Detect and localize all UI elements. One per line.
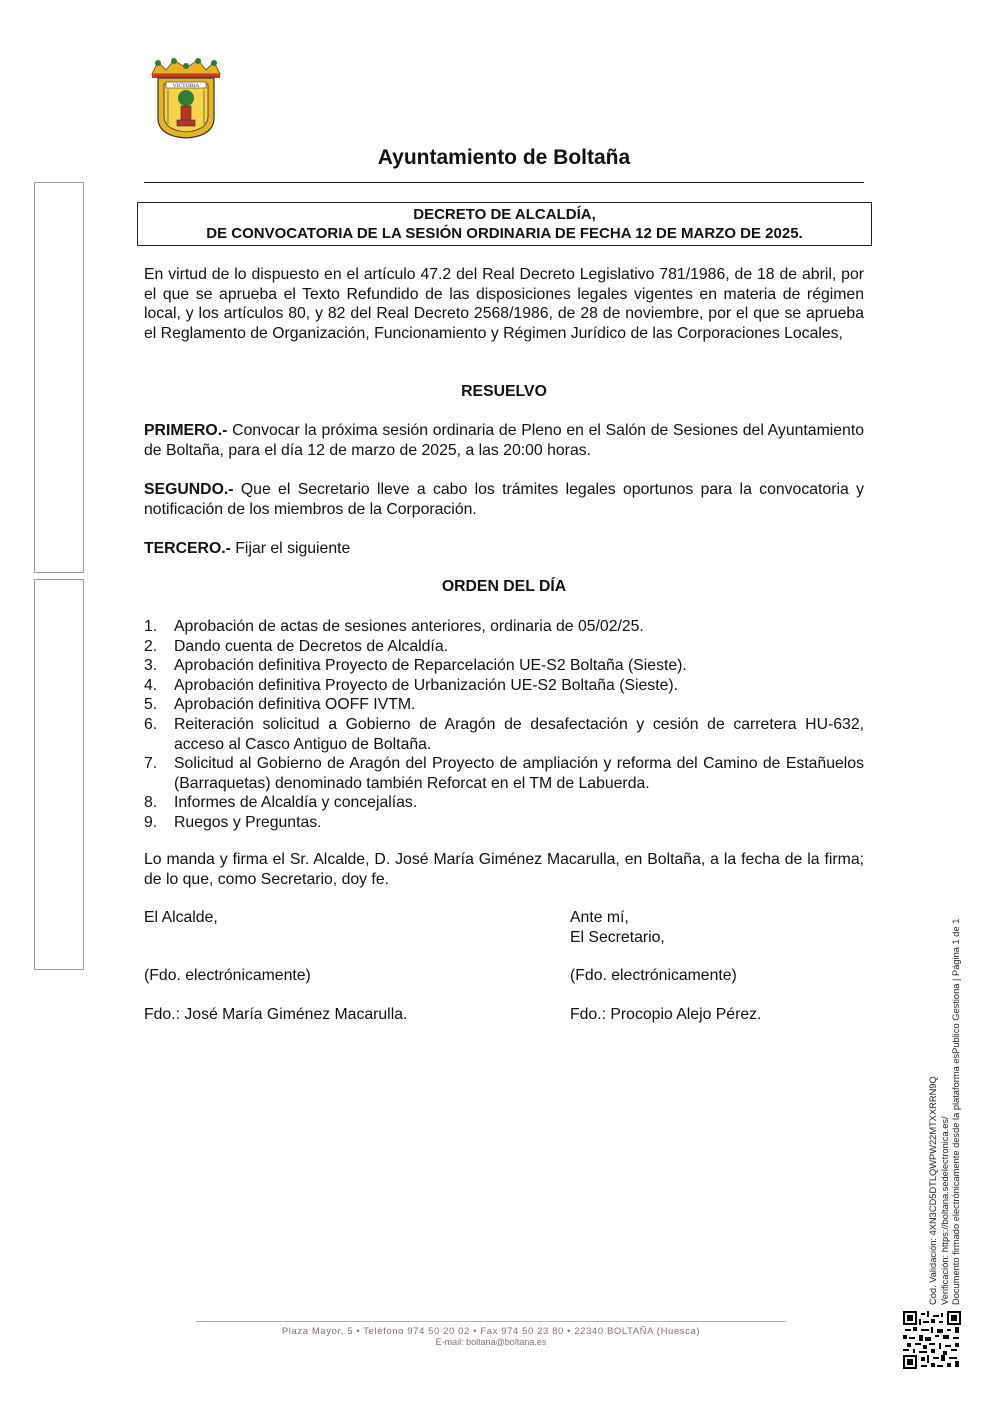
agenda-item: 9. Ruegos y Preguntas. xyxy=(144,813,322,831)
closing-paragraph: Lo manda y firma el Sr. Alcalde, D. José María Giménez Macarulla, en Boltaña, a la fecha de la firma; de lo que, como Secretario, doy fe. xyxy=(144,851,864,888)
margin-box-lower xyxy=(34,579,84,970)
agenda-item: 4. Aprobación definitiva Proyecto de Urbanización UE-S2 Boltaña (Sieste). xyxy=(144,676,679,694)
primero-label: PRIMERO.- xyxy=(144,422,228,439)
title-divider xyxy=(144,182,864,183)
decree-title-line1: DECRETO DE ALCALDÍA, xyxy=(413,206,596,223)
agenda-item: 7. Solicitud al Gobierno de Aragón del Proyecto de ampliación y reforma del Camino de Estañuelos (Barraquetas) denominado también Reforcat en el TM de Labuerda. xyxy=(144,755,864,792)
signature-alcalde-role: El Alcalde, xyxy=(144,909,218,926)
footer-address: Plaza Mayor, 5 • Teléfono 974 50 20 02 • Fax 974 50 23 80 • 22340 BOLTAÑA (Huesca) xyxy=(281,1326,701,1337)
tercero-label: TERCERO.- xyxy=(144,540,231,557)
agenda-item: 2. Dando cuenta de Decretos de Alcaldía. xyxy=(144,637,448,655)
signature-secretario-name: Fdo.: Procopio Alejo Pérez. xyxy=(570,1006,762,1023)
segundo-text: Que el Secretario lleve a cabo los trámites legales oportunos para la convocatoria y notificación de los miembros de la Corporación. xyxy=(144,481,864,518)
agenda-item: 1. Aprobación de actas de sesiones anteriores, ordinaria de 05/02/25. xyxy=(144,618,644,635)
primero-text: Convocar la próxima sesión ordinaria de Pleno en el Salón de Sesiones del Ayuntamiento de Boltaña, para el día 12 de marzo de 2025, a las 20:00 horas. xyxy=(144,422,864,459)
crest-banner-text: VICTORIA xyxy=(172,83,200,90)
signature-alcalde-name: Fdo.: José María Giménez Macarulla. xyxy=(144,1006,408,1023)
footer-divider xyxy=(196,1321,786,1322)
resuelvo-heading: RESUELVO xyxy=(461,383,547,400)
qr-code-icon xyxy=(903,1311,961,1369)
orden-del-dia-heading: ORDEN DEL DÍA xyxy=(441,578,567,595)
signature-secretario-role-1: Ante mí, xyxy=(570,909,629,926)
agenda-item: 3. Aprobación definitiva Proyecto de Reparcelación UE-S2 Boltaña (Sieste). xyxy=(144,657,687,675)
margin-box-upper xyxy=(34,182,84,573)
tercero-text: Fijar el siguiente xyxy=(230,540,351,557)
validation-document-note: Documento firmado electrónicamente desde la plataforma esPublico Gestiona | Página 1 de 1 xyxy=(951,918,961,1305)
municipal-crest-logo xyxy=(148,58,224,140)
intro-paragraph: En virtud de lo dispuesto en el artículo 47.2 del Real Decreto Legislativo 781/1986, de 18 de abril, por el que se aprueba el Texto Refundido de las disposiciones legales vigentes en materia de régimen local, y los artículos 80, y 82 del Real Decreto 2568/1986, de 28 de noviembre, por el que se aprueba el Reglamento de Organización, Funcionamiento y Régimen Jurídico de las Corporaciones Locales, xyxy=(144,266,864,342)
organization-title: Ayuntamiento de Boltaña xyxy=(377,146,631,169)
agenda-item: 8. Informes de Alcaldía y concejalías. xyxy=(144,794,418,812)
validation-sidebar xyxy=(928,880,966,1305)
footer-email: E-mail: boltana@boltana.es xyxy=(435,1337,547,1347)
primero-paragraph xyxy=(144,421,864,460)
decree-title-line2: DE CONVOCATORIA DE LA SESIÓN ORDINARIA DE FECHA 12 DE MARZO DE 2025. xyxy=(206,225,803,242)
signature-alcalde-signed: (Fdo. electrónicamente) xyxy=(144,967,311,984)
agenda-list xyxy=(144,617,864,833)
segundo-paragraph xyxy=(144,480,864,519)
signature-secretario-role-2: El Secretario, xyxy=(570,929,665,946)
validation-url: Verificación: https://boltana.sedelectronica.es/ xyxy=(939,1116,950,1305)
tercero-paragraph xyxy=(144,539,864,559)
agenda-item: 6. Reiteración solicitud a Gobierno de Aragón de desafectación y cesión de carretera HU-632, acceso al Casco Antiguo de Boltaña. xyxy=(144,715,864,753)
validation-code: Cód. Validación: 4XN3CD5DTLQWPW22MTXXRRN9Q xyxy=(928,1076,938,1305)
segundo-label: SEGUNDO.- xyxy=(144,481,234,498)
agenda-item: 5. Aprobación definitiva OOFF IVTM. xyxy=(144,696,416,714)
signature-secretario-signed: (Fdo. electrónicamente) xyxy=(570,967,737,984)
decree-title-box xyxy=(137,202,872,246)
